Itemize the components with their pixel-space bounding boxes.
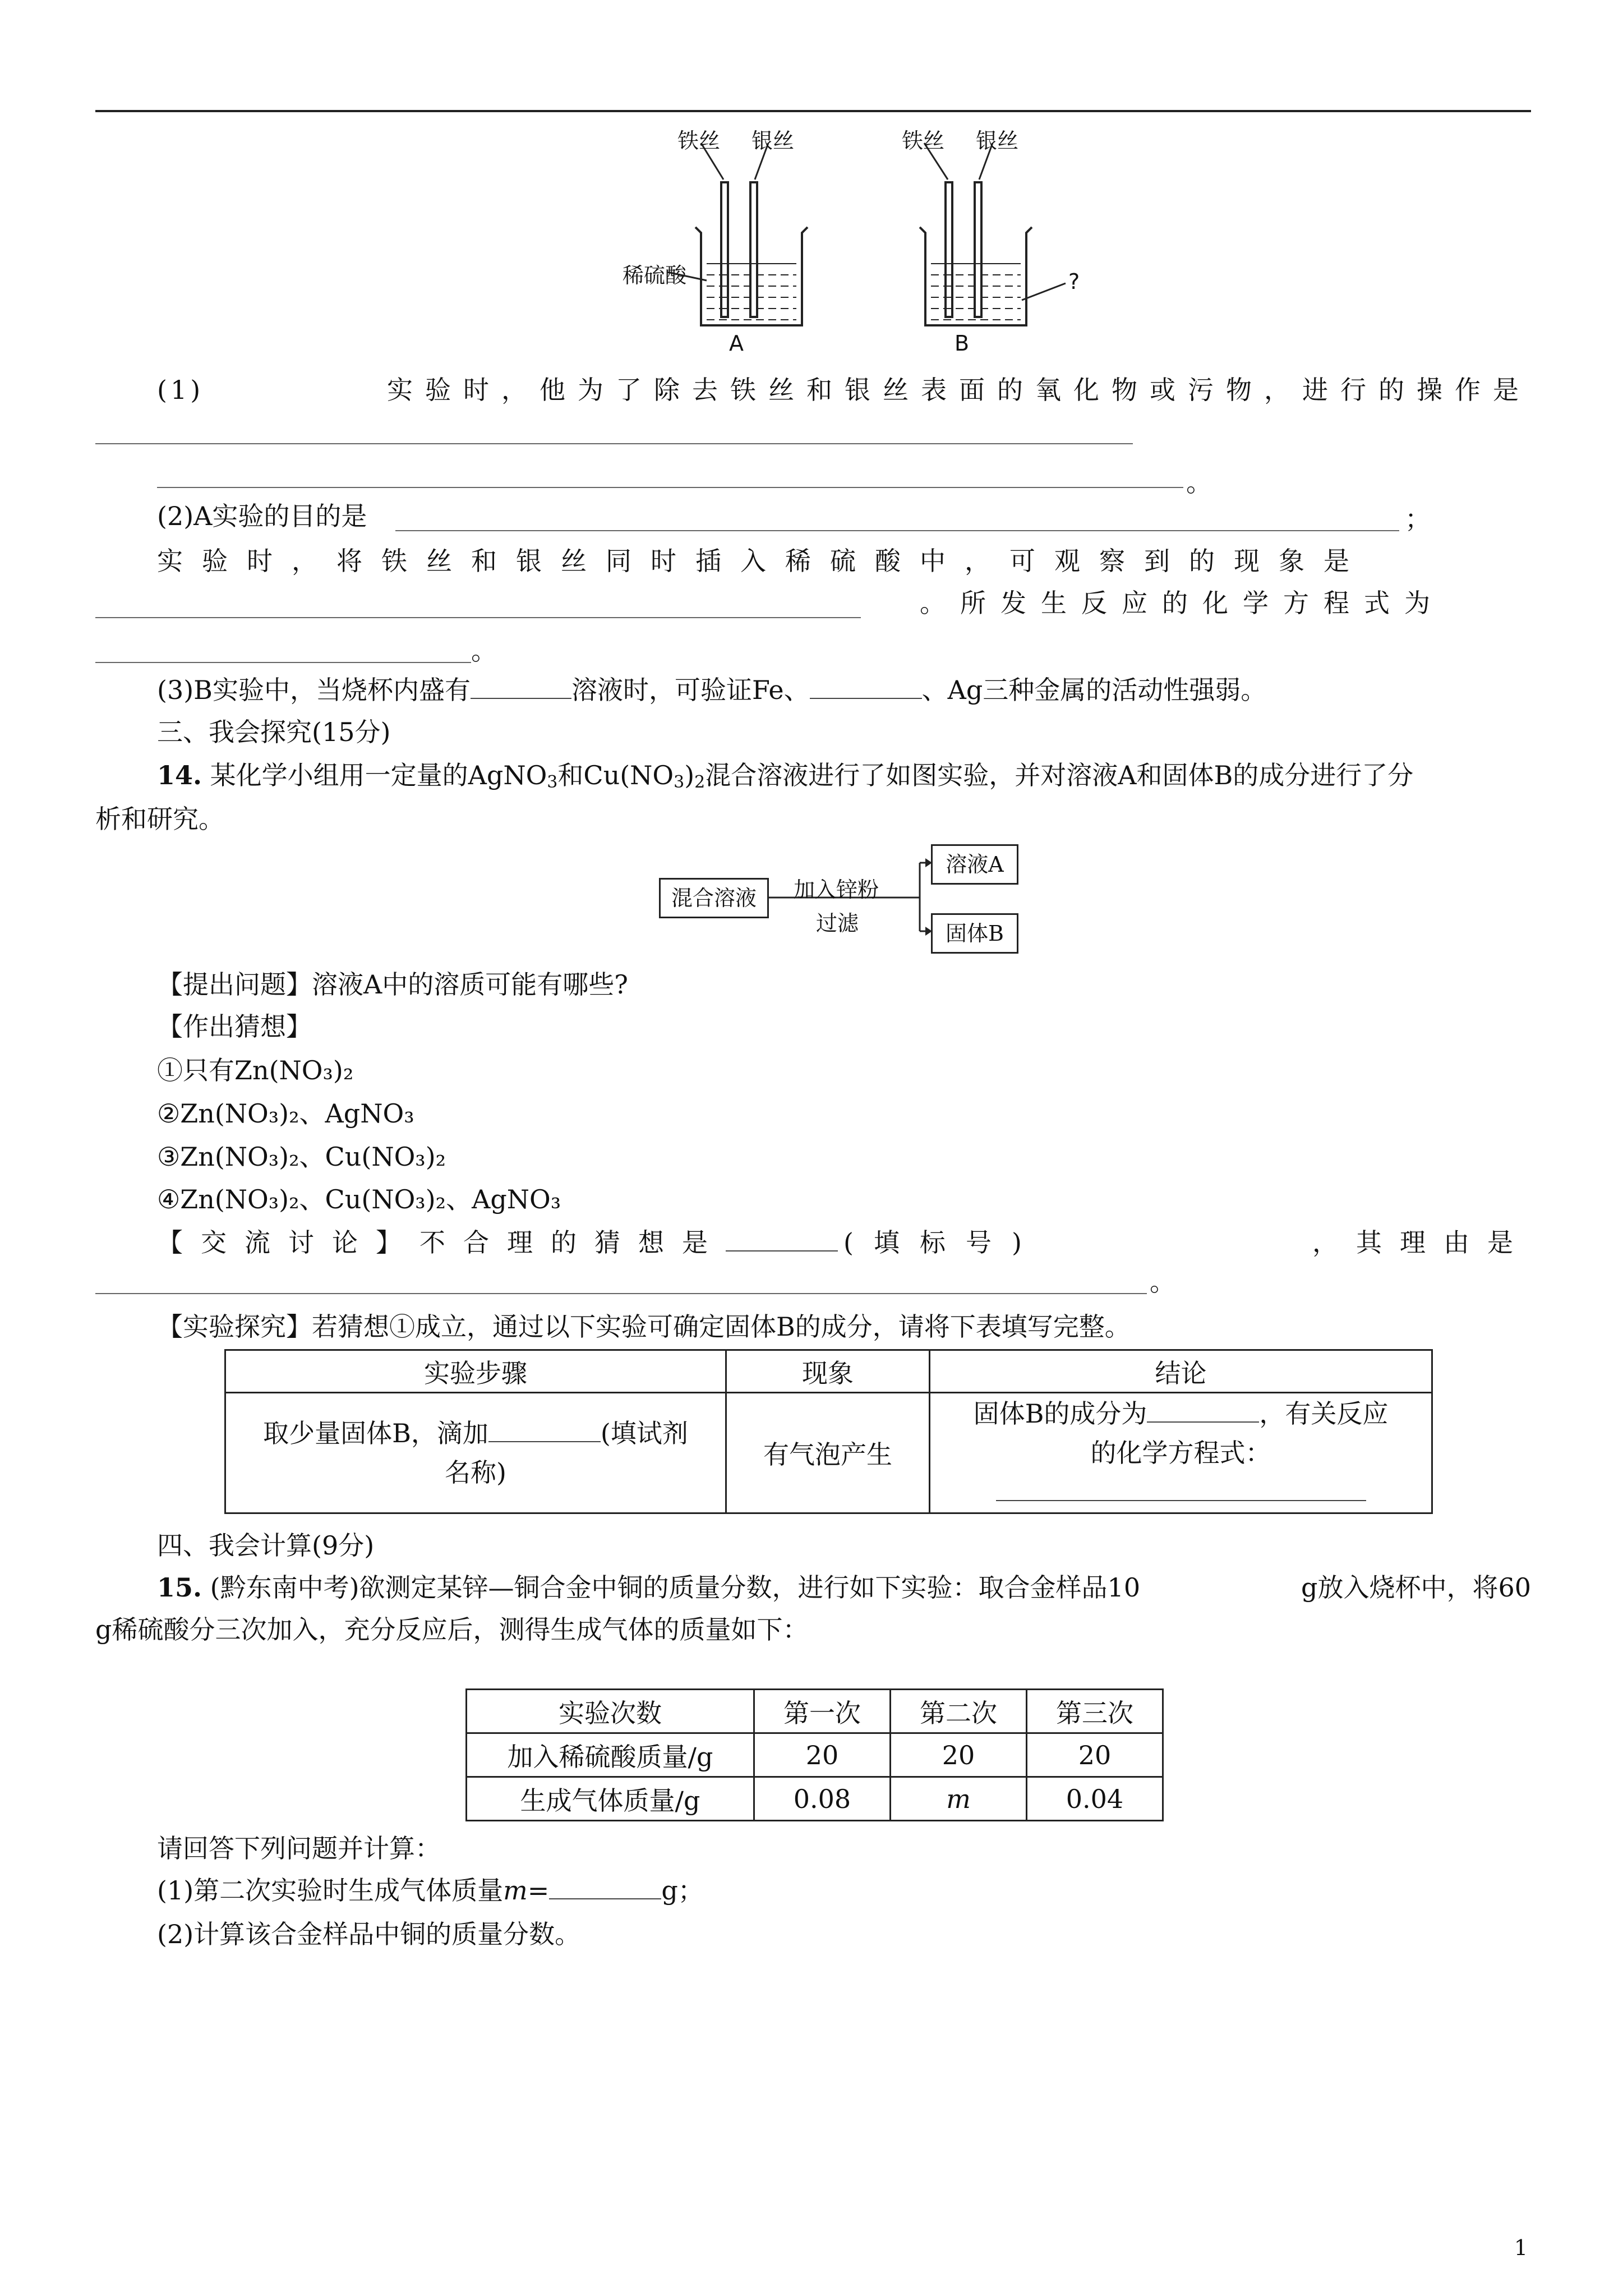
q14-num: 14. — [157, 760, 202, 790]
q14-discuss-reason-blank[interactable] — [95, 1293, 1147, 1294]
q13-part1-num: (1) — [157, 375, 204, 405]
q13-part2-semicolon: ； — [1405, 504, 1431, 534]
flow-solution-box — [931, 844, 1018, 885]
label-iron-a: 铁丝 — [677, 128, 721, 153]
q14-discuss-c: ，其理由是 — [1312, 1227, 1531, 1258]
q15-row2-val3: 0.04 — [1027, 1777, 1163, 1821]
q14-intro-line-1: 14. 某化学小组用一定量的AgNO$_3$和$Cu(NO_3)_2$混合溶液进行了如图实验，并对溶液A和固体B的成分进行了分 — [157, 760, 1414, 792]
q13-part3-blank-2[interactable] — [810, 673, 922, 699]
q15-ask1-b: = — [527, 1875, 550, 1906]
q13-part1-end: 。 — [1186, 467, 1212, 498]
q15-ask: 请回答下列问题并计算： — [157, 1833, 441, 1864]
q13-part2-purpose-blank[interactable] — [395, 530, 1399, 531]
q14-intro-b: 和Cu(NO — [557, 760, 674, 790]
q14-step-b: (填试剂 — [600, 1418, 688, 1448]
q14-table-header-phenomenon: 现象 — [726, 1350, 930, 1393]
q13-part2-observe-text: 实验时，将铁丝和银丝同时插入稀硫酸中，可观察到的现象是 — [157, 546, 1368, 576]
q15-ask1-blank[interactable] — [549, 1874, 661, 1899]
beaker-b — [920, 143, 1066, 325]
q14-concl-c: 的化学方程式： — [1090, 1438, 1271, 1468]
flow-mix-label: 混合溶液 — [671, 886, 757, 910]
q15-table-header-trial: 实验次数 — [467, 1690, 754, 1733]
q14-table-phenomenon-cell: 有气泡产生 — [726, 1393, 930, 1513]
q15-ask1-m: m — [503, 1875, 528, 1906]
label-silver-b: 银丝 — [976, 128, 1019, 153]
q13-part2-observe-blank[interactable] — [95, 617, 861, 618]
q14-step-c: 名称) — [445, 1457, 506, 1488]
q14-guess-2: ②Zn(NO₃)₂、AgNO₃ — [157, 1098, 414, 1129]
q14-discuss-line — [157, 1226, 1531, 1259]
q14-intro-line-2: 析和研究。 — [95, 804, 224, 834]
q15-row1-val2: 20 — [891, 1733, 1027, 1777]
header-rule — [95, 110, 1531, 112]
beaker-a — [667, 143, 808, 325]
q13-part2-equation-text: 。所发生反应的化学方程式为 — [920, 588, 1445, 618]
label-b: B — [955, 331, 970, 356]
flow-add-label: 加入锌粉 — [794, 877, 879, 902]
q14-guess-1: ①只有Zn(NO₃)₂ — [157, 1055, 354, 1085]
q14-table-header-conclusion: 结论 — [930, 1350, 1432, 1393]
q15-table-header-1: 第一次 — [754, 1690, 891, 1733]
q14-step-reagent-blank[interactable] — [488, 1416, 601, 1442]
section4-heading: 四、我会计算(9分) — [157, 1530, 375, 1561]
q15-data-table — [465, 1688, 1164, 1821]
label-silver-a: 银丝 — [751, 128, 795, 153]
q13-part2-equation-blank[interactable] — [95, 662, 471, 663]
q13-part3-line — [157, 673, 1266, 707]
q14-intro-d: 混合溶液进行了如图实验，并对溶液A和固体B的成分进行了分 — [705, 760, 1414, 790]
q14-discuss-blank-1[interactable] — [726, 1226, 838, 1251]
label-acid: 稀硫酸 — [623, 263, 687, 288]
q14-table-header-step: 实验步骤 — [225, 1350, 726, 1393]
q13-part2-label: (2)A实验的目的是 — [157, 501, 367, 531]
page-number: 1 — [1514, 2235, 1528, 2260]
q14-step-a: 取少量固体B，滴加 — [263, 1418, 488, 1448]
q14-explore: 【实验探究】若猜想①成立，通过以下实验可确定固体B的成分，请将下表填写完整。 — [157, 1312, 1131, 1342]
q13-part3-c: 、Ag三种金属的活动性强弱。 — [921, 675, 1267, 705]
flow-solid-label: 固体B — [946, 921, 1004, 946]
q15-row2-val1: 0.08 — [754, 1777, 891, 1821]
q13-part1-text: 实验时，他为了除去铁丝和银丝表面的氧化物或污物，进行的操作是 — [387, 375, 1531, 405]
label-iron-b: 铁丝 — [902, 128, 945, 153]
q14-concl-solid-blank[interactable] — [1147, 1397, 1259, 1423]
q14-table-step-cell — [225, 1393, 726, 1513]
q15-ask2: (2)计算该合金样品中铜的质量分数。 — [157, 1919, 581, 1949]
flow-filter-label: 过滤 — [816, 911, 859, 936]
q15-intro-line-2: g稀硫酸分三次加入，充分反应后，测得生成气体的质量如下： — [95, 1614, 809, 1645]
q13-part3-blank-1[interactable] — [471, 673, 571, 699]
q13-part3-a: (3)B实验中，当烧杯内盛有 — [157, 675, 471, 705]
q13-part1-answer-line-1[interactable] — [95, 443, 1133, 444]
q14-concl-a: 固体B的成分为 — [973, 1398, 1147, 1429]
label-question: ? — [1068, 269, 1080, 294]
q15-table-header-3: 第三次 — [1027, 1690, 1163, 1733]
flow-solid-box — [931, 913, 1018, 954]
flow-solution-label: 溶液A — [946, 852, 1004, 877]
q13-part2-observe-line — [157, 544, 1531, 578]
q15-ask1-c: g； — [661, 1875, 704, 1906]
section3-heading: 三、我会探究(15分) — [157, 717, 391, 747]
q13-part1-line — [157, 373, 1531, 407]
q15-row1-val3: 20 — [1027, 1733, 1163, 1777]
q14-concl-b: ，有关反应 — [1259, 1398, 1389, 1429]
q14-discuss-end: 。 — [1150, 1267, 1175, 1297]
q13-part2-equation-line — [920, 586, 1531, 620]
q15-intro-b: g放入烧杯中，将60 — [1301, 1572, 1531, 1603]
q14-discuss-b: (填标号) — [843, 1227, 1042, 1258]
q15-table-header-2: 第二次 — [891, 1690, 1027, 1733]
q14-table-conclusion-cell — [930, 1393, 1432, 1513]
q15-intro-line-1 — [157, 1571, 1531, 1604]
q14-discuss-a: 【交流讨论】不合理的猜想是 — [157, 1227, 726, 1258]
beaker-figure — [617, 121, 1077, 356]
q14-guess-4: ④Zn(NO₃)₂、Cu(NO₃)₂、AgNO₃ — [157, 1184, 561, 1214]
q14-intro-c: ) — [684, 760, 695, 790]
q14-concl-equation-blank[interactable] — [996, 1483, 1366, 1501]
q14-guess-3: ③Zn(NO₃)₂、Cu(NO₃)₂ — [157, 1142, 446, 1172]
q14-guess-title: 【作出猜想】 — [157, 1011, 312, 1042]
q13-part2-end: 。 — [471, 636, 497, 666]
q14-intro-a: 某化学小组用一定量的AgNO — [210, 760, 547, 790]
q15-row1-val1: 20 — [754, 1733, 891, 1777]
q13-part3-b: 溶液时，可验证Fe、 — [571, 675, 810, 705]
q15-ask1-line — [157, 1874, 704, 1907]
q13-part1-answer-line-2[interactable] — [157, 487, 1183, 488]
q15-intro-a: (黔东南中考)欲测定某锌—铜合金中铜的质量分数，进行如下实验：取合金样品10 — [210, 1572, 1141, 1603]
q15-num: 15. — [157, 1572, 202, 1603]
q14-experiment-table — [224, 1349, 1433, 1514]
q15-row1-label: 加入稀硫酸质量/g — [467, 1733, 754, 1777]
q14-question: 【提出问题】溶液A中的溶质可能有哪些? — [157, 969, 628, 1000]
q15-row2-label: 生成气体质量/g — [467, 1777, 754, 1821]
label-a: A — [729, 331, 744, 356]
q15-row2-val2: m — [891, 1777, 1027, 1821]
q15-ask1-a: (1)第二次实验时生成气体质量 — [157, 1875, 504, 1906]
flow-mix-box — [659, 878, 769, 918]
